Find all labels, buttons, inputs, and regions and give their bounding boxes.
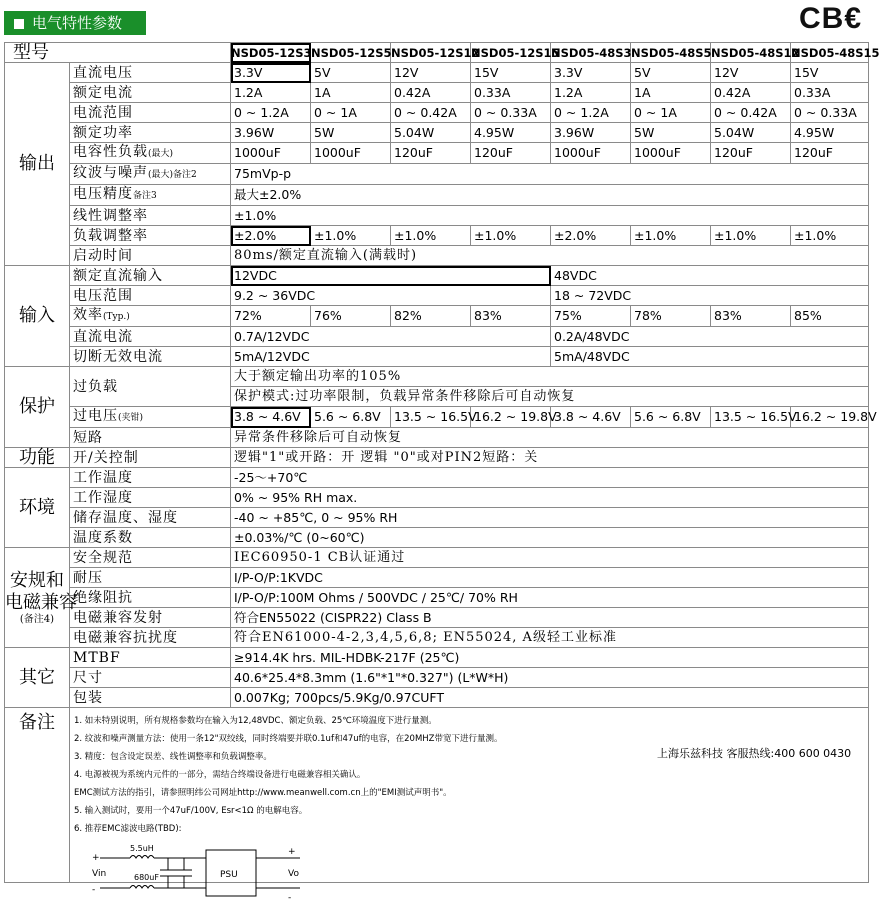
value-cell: 0.33A <box>791 83 869 103</box>
model-header: NSD05-48S5 <box>631 43 711 63</box>
item-label <box>70 143 231 164</box>
item-label: 电磁兼容发射 <box>70 608 231 628</box>
table-row <box>5 488 869 508</box>
value-cell: 120uF <box>791 143 869 164</box>
table-row <box>5 407 869 428</box>
note-line: EMC测试方法的指引，请参照明纬公司网址http://www.meanwell.com.cn上的"EMI测试声明书"。 <box>74 788 452 798</box>
table-row <box>5 367 869 387</box>
table-row <box>5 246 869 266</box>
item-label: 短路 <box>70 428 231 448</box>
item-label: 绝缘阻抗 <box>70 588 231 608</box>
value-cell: 5W <box>311 123 391 143</box>
group-protection: 保护 <box>5 367 70 448</box>
value-cell: 0 ~ 1.2A <box>551 103 631 123</box>
hotline-text: 上海乐兹科技 客服热线:400 600 0430 <box>657 747 852 760</box>
value-cell: 85% <box>791 306 869 327</box>
table-row <box>5 185 869 206</box>
item-label: 耐压 <box>70 568 231 588</box>
group-function: 功能 <box>5 448 70 468</box>
item-label-text: 效率 <box>73 307 103 323</box>
value-cell: 16.2 ~ 19.8V <box>791 407 869 428</box>
value-cell: 1000uF <box>551 143 631 164</box>
note-line: 5. 输入测试时，要用一个47uF/100V, Esr<1Ω 的电解电容。 <box>74 806 308 816</box>
vo-label: Vo <box>288 869 299 879</box>
table-header-row <box>5 43 869 63</box>
item-label <box>70 306 231 327</box>
item-label-text: 纹波与噪声 <box>73 165 148 181</box>
item-label: 直流电压 <box>70 63 231 83</box>
value-cell: 1.2A <box>231 83 311 103</box>
item-label: 额定直流输入 <box>70 266 231 286</box>
item-label: 线性调整率 <box>70 206 231 226</box>
table-row <box>5 628 869 648</box>
table-row <box>5 164 869 185</box>
section-title: 电气特性参数 <box>32 14 123 32</box>
value-cell: 83% <box>471 306 551 327</box>
value-cell: 大于额定输出功率的105% <box>231 367 869 387</box>
table-row <box>5 286 869 306</box>
value-cell: 3.96W <box>551 123 631 143</box>
value-cell: 5.04W <box>391 123 471 143</box>
value-cell: ±2.0% <box>231 226 311 246</box>
value-cell: 符合EN61000-4-2,3,4,5,6,8; EN55024, A级轻工业标准 <box>231 628 869 648</box>
value-cell: 0 ~ 0.33A <box>471 103 551 123</box>
value-cell-12v: 0.7A/12VDC <box>231 327 551 347</box>
item-label <box>70 407 231 428</box>
value-cell: 5V <box>311 63 391 83</box>
table-row <box>5 588 869 608</box>
value-cell: ±1.0% <box>471 226 551 246</box>
value-cell: 1000uF <box>631 143 711 164</box>
value-cell: 异常条件移除后可自动恢复 <box>231 428 869 448</box>
value-cell: 0% ~ 95% RH max. <box>231 488 869 508</box>
model-header: NSD05-12S5 <box>311 43 391 63</box>
value-cell: 保护模式:过功率限制，负载异常条件移除后可自动恢复 <box>231 387 869 407</box>
psu-label: PSU <box>220 870 238 880</box>
table-row <box>5 347 869 367</box>
value-cell: 120uF <box>471 143 551 164</box>
value-cell: 120uF <box>711 143 791 164</box>
table-row <box>5 428 869 448</box>
item-label: 启动时间 <box>70 246 231 266</box>
value-cell: 1A <box>311 83 391 103</box>
group-safety <box>5 548 77 648</box>
value-cell: ±1.0% <box>311 226 391 246</box>
item-label-small: (夹钳) <box>118 413 144 423</box>
vo-minus: - <box>288 893 292 903</box>
value-cell: 3.8 ~ 4.6V <box>231 407 311 428</box>
value-cell: 78% <box>631 306 711 327</box>
value-cell: 1.2A <box>551 83 631 103</box>
value-cell: ±1.0% <box>631 226 711 246</box>
table-row <box>5 103 869 123</box>
table-row <box>5 508 869 528</box>
value-cell: ±1.0% <box>711 226 791 246</box>
value-cell: 0 ~ 0.42A <box>711 103 791 123</box>
table-row <box>5 327 869 347</box>
value-cell-48v: 18 ~ 72VDC <box>551 286 869 306</box>
item-label-text: 过电压 <box>73 408 118 424</box>
value-cell: 16.2 ~ 19.8V <box>471 407 551 428</box>
value-cell: ≥914.4K hrs. MIL-HDBK-217F (25℃) <box>231 648 869 668</box>
value-cell: 逻辑"1"或开路：开 逻辑 "0"或对PIN2短路：关 <box>231 448 869 468</box>
model-header: NSD05-48S3 <box>551 43 631 63</box>
note-line: 6. 推荐EMC滤波电路(TBD): <box>74 824 182 834</box>
value-cell: 82% <box>391 306 471 327</box>
value-cell: 0.007Kg; 700pcs/5.9Kg/0.97CUFT <box>231 688 869 708</box>
item-label: 尺寸 <box>70 668 231 688</box>
square-icon <box>14 19 24 29</box>
item-label: 包装 <box>70 688 231 708</box>
table-row <box>5 608 869 628</box>
inductor-label: 5.5uH <box>130 844 154 853</box>
certification-logo: CB€ <box>798 2 862 35</box>
item-label: 储存温度、湿度 <box>70 508 231 528</box>
value-cell: I/P-O/P:1KVDC <box>231 568 869 588</box>
value-cell-48v: 48VDC <box>551 266 869 286</box>
emc-filter-circuit <box>88 842 328 904</box>
note-line: 3. 精度：包含设定误差、线性调整率和负载调整率。 <box>74 752 272 762</box>
table-row <box>5 226 869 246</box>
value-cell: ±1.0% <box>231 206 869 226</box>
model-header: NSD05-12S3 <box>231 43 311 63</box>
group-safety-note: (备注4) <box>19 613 55 625</box>
table-row <box>5 266 869 286</box>
value-cell: IEC60950-1 CB认证通过 <box>231 548 869 568</box>
group-output: 输出 <box>5 63 70 266</box>
value-cell: 5V <box>631 63 711 83</box>
note-line: 4. 电源被视为系统内元件的一部分，需结合终端设备进行电磁兼容相关确认。 <box>74 770 366 780</box>
item-label: 额定电流 <box>70 83 231 103</box>
capacitor-label: 680uF <box>134 873 159 882</box>
value-cell: 0 ~ 1.2A <box>231 103 311 123</box>
table-row <box>5 83 869 103</box>
value-cell: ±0.03%/℃ (0~60℃) <box>231 528 869 548</box>
group-environment: 环境 <box>5 468 70 548</box>
value-cell: -25～+70℃ <box>231 468 869 488</box>
table-row <box>5 143 869 164</box>
table-row <box>5 528 869 548</box>
item-label-small: 备注3 <box>133 191 157 201</box>
vo-plus: + <box>288 847 296 857</box>
value-cell: 120uF <box>391 143 471 164</box>
value-cell: 5W <box>631 123 711 143</box>
value-cell: 13.5 ~ 16.5V <box>391 407 471 428</box>
table-row <box>5 448 869 468</box>
item-label: 直流电流 <box>70 327 231 347</box>
value-cell: 12V <box>711 63 791 83</box>
value-cell: ±1.0% <box>791 226 869 246</box>
table-row <box>5 123 869 143</box>
value-cell: 0 ~ 0.33A <box>791 103 869 123</box>
value-cell-12v: 5mA/12VDC <box>231 347 551 367</box>
value-cell: 83% <box>711 306 791 327</box>
group-others: 其它 <box>5 648 70 708</box>
model-header: NSD05-48S12 <box>711 43 791 63</box>
vin-minus: - <box>92 885 96 895</box>
table-row <box>5 468 869 488</box>
inductor-top <box>130 856 154 859</box>
table-row <box>5 688 869 708</box>
item-label: 安全规范 <box>70 548 231 568</box>
table-row <box>5 306 869 327</box>
value-cell: 0 ~ 1A <box>311 103 391 123</box>
value-cell-48v: 0.2A/48VDC <box>551 327 869 347</box>
value-cell: 0.42A <box>711 83 791 103</box>
item-label: 工作温度 <box>70 468 231 488</box>
value-cell: -40 ~ +85℃, 0 ~ 95% RH <box>231 508 869 528</box>
value-cell: 1000uF <box>231 143 311 164</box>
value-cell: 76% <box>311 306 391 327</box>
item-label-small: (最大) <box>148 149 174 159</box>
value-cell-12v: 12VDC <box>231 266 551 286</box>
model-header: NSD05-48S15 <box>791 43 869 63</box>
value-cell: 3.96W <box>231 123 311 143</box>
group-input: 输入 <box>5 266 70 367</box>
item-label: 切断无效电流 <box>70 347 231 367</box>
value-cell: 72% <box>231 306 311 327</box>
model-header: NSD05-12S15 <box>471 43 551 63</box>
group-notes: 备注 <box>5 708 70 883</box>
value-cell: 5.04W <box>711 123 791 143</box>
item-label: 电流范围 <box>70 103 231 123</box>
value-cell: 0.33A <box>471 83 551 103</box>
item-label-text: 电压精度 <box>73 186 133 202</box>
vin-label: Vin <box>92 869 107 879</box>
value-cell: 80ms/额定直流输入(满载时) <box>231 246 869 266</box>
value-cell: 1000uF <box>311 143 391 164</box>
value-cell: 3.3V <box>551 63 631 83</box>
value-cell: 75mVp-p <box>231 164 869 185</box>
item-label: 开/关控制 <box>70 448 231 468</box>
item-label: 额定功率 <box>70 123 231 143</box>
value-cell: 0 ~ 0.42A <box>391 103 471 123</box>
value-cell: 最大±2.0% <box>231 185 869 206</box>
value-cell: 40.6*25.4*8.3mm (1.6"*1"*0.327") (L*W*H) <box>231 668 869 688</box>
model-label: 型号 <box>5 43 231 63</box>
note-line: 2. 纹波和噪声测量方法：使用一条12"双绞线，同时终端要并联0.1uf和47uf的电容，在20MHZ带宽下进行量测。 <box>74 734 503 744</box>
model-header: NSD05-12S12 <box>391 43 471 63</box>
value-cell-12v: 9.2 ~ 36VDC <box>231 286 551 306</box>
value-cell: I/P-O/P:100M Ohms / 500VDC / 25℃/ 70% RH <box>231 588 869 608</box>
value-cell: 4.95W <box>471 123 551 143</box>
value-cell: 4.95W <box>791 123 869 143</box>
table-row <box>5 63 869 83</box>
inductor-bottom <box>130 886 154 889</box>
value-cell-48v: 5mA/48VDC <box>551 347 869 367</box>
value-cell: 15V <box>471 63 551 83</box>
item-label: 温度系数 <box>70 528 231 548</box>
group-safety-line1: 安规和 <box>10 569 64 591</box>
item-label: 负载调整率 <box>70 226 231 246</box>
table-row <box>5 648 869 668</box>
item-label-text: 电容性负载 <box>73 144 148 160</box>
value-cell: 15V <box>791 63 869 83</box>
item-label: 电磁兼容抗扰度 <box>70 628 231 648</box>
value-cell: 13.5 ~ 16.5V <box>711 407 791 428</box>
value-cell: 5.6 ~ 6.8V <box>631 407 711 428</box>
value-cell: 0.42A <box>391 83 471 103</box>
value-cell: 5.6 ~ 6.8V <box>311 407 391 428</box>
table-row <box>5 668 869 688</box>
value-cell: ±2.0% <box>551 226 631 246</box>
note-line: 1. 如未特别说明，所有规格参数均在输入为12,48VDC、额定负载、25℃环境温度下进行量测。 <box>74 716 437 726</box>
value-cell: 12V <box>391 63 471 83</box>
item-label-small: (Typ.) <box>103 312 130 322</box>
value-cell: 符合EN55022 (CISPR22) Class B <box>231 608 869 628</box>
section-header <box>4 11 146 35</box>
item-label-small: (最大)备注2 <box>148 170 197 180</box>
item-label <box>70 164 231 185</box>
table-row <box>5 548 869 568</box>
value-cell: ±1.0% <box>391 226 471 246</box>
value-cell: 75% <box>551 306 631 327</box>
group-safety-line2: 电磁兼容 <box>5 591 77 613</box>
vin-plus: + <box>92 853 100 863</box>
table-row <box>5 568 869 588</box>
table-row <box>5 206 869 226</box>
value-cell: 3.8 ~ 4.6V <box>551 407 631 428</box>
value-cell: 1A <box>631 83 711 103</box>
item-label: 电压范围 <box>70 286 231 306</box>
value-cell: 0 ~ 1A <box>631 103 711 123</box>
item-label: 工作湿度 <box>70 488 231 508</box>
item-label: MTBF <box>70 648 231 668</box>
value-cell: 3.3V <box>231 63 311 83</box>
item-label: 过负载 <box>70 367 231 407</box>
item-label <box>70 185 231 206</box>
